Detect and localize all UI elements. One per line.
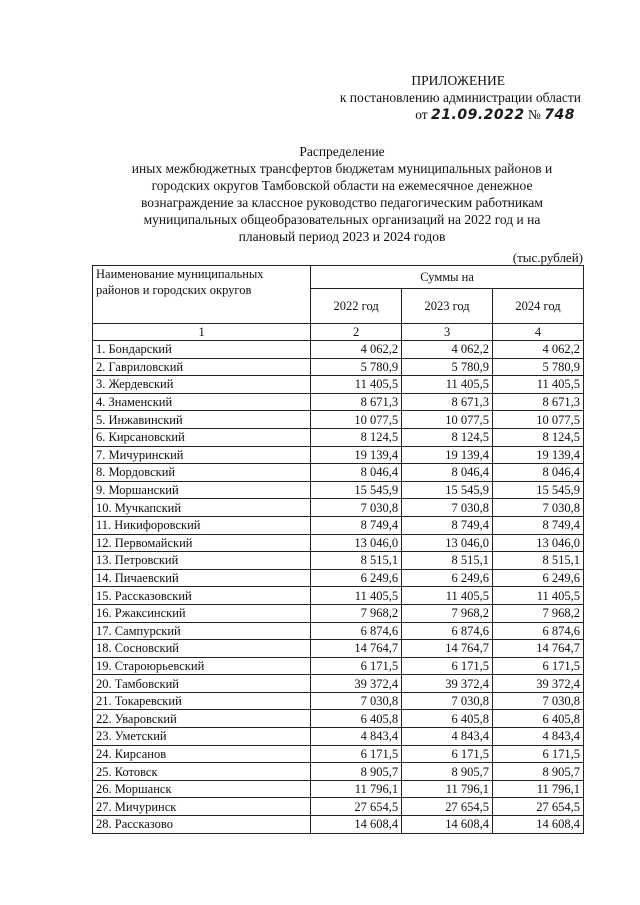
value-2024: 6 874,6 [493, 622, 584, 640]
value-2022: 8 905,7 [311, 763, 402, 781]
value-2023: 11 405,5 [402, 376, 493, 394]
value-2024: 8 905,7 [493, 763, 584, 781]
value-2023: 7 968,2 [402, 604, 493, 622]
table-row [93, 516, 584, 534]
value-2023: 5 780,9 [402, 358, 493, 376]
table-row [93, 798, 584, 816]
value-2022: 8 749,4 [311, 516, 402, 534]
value-2023: 6 171,5 [402, 657, 493, 675]
value-2022: 7 030,8 [311, 499, 402, 517]
column-header-sums: Суммы на [311, 266, 584, 289]
table-row [93, 604, 584, 622]
value-2024: 8 515,1 [493, 552, 584, 570]
table-row [93, 376, 584, 394]
municipality-name: 6. Кирсановский [93, 428, 311, 446]
value-2022: 13 046,0 [311, 534, 402, 552]
value-2022: 8 671,3 [311, 393, 402, 411]
municipality-name: 1. Бондарский [93, 341, 311, 359]
value-2022: 11 796,1 [311, 780, 402, 798]
value-2022: 6 249,6 [311, 569, 402, 587]
table-row [93, 499, 584, 517]
value-2024: 14 764,7 [493, 640, 584, 658]
table-header [93, 266, 584, 341]
value-2023: 8 749,4 [402, 516, 493, 534]
value-2024: 8 671,3 [493, 393, 584, 411]
value-2024: 4 062,2 [493, 341, 584, 359]
value-2022: 39 372,4 [311, 675, 402, 693]
municipality-name: 14. Пичаевский [93, 569, 311, 587]
value-2024: 7 030,8 [493, 499, 584, 517]
column-number: 3 [402, 324, 493, 341]
value-2024: 11 405,5 [493, 376, 584, 394]
table-row [93, 464, 584, 482]
value-2023: 8 515,1 [402, 552, 493, 570]
table-row [93, 728, 584, 746]
value-2022: 6 171,5 [311, 745, 402, 763]
appendix-date-line [300, 106, 585, 124]
table-row [93, 552, 584, 570]
value-2022: 8 515,1 [311, 552, 402, 570]
value-2023: 6 249,6 [402, 569, 493, 587]
value-2023: 4 062,2 [402, 341, 493, 359]
municipality-name: 19. Староюрьевский [93, 657, 311, 675]
date-prefix: от [415, 107, 428, 122]
handwritten-date: 21.09.2022 [431, 107, 525, 123]
column-header-year: 2024 год [493, 289, 584, 324]
value-2024: 4 843,4 [493, 728, 584, 746]
municipality-name: 3. Жердевский [93, 376, 311, 394]
table-row [93, 622, 584, 640]
municipality-name: 25. Котовск [93, 763, 311, 781]
value-2023: 4 843,4 [402, 728, 493, 746]
value-2023: 11 796,1 [402, 780, 493, 798]
column-number: 4 [493, 324, 584, 341]
municipality-name: 16. Ржаксинский [93, 604, 311, 622]
value-2024: 7 968,2 [493, 604, 584, 622]
handwritten-number: 748 [544, 107, 575, 123]
municipality-name: 13. Петровский [93, 552, 311, 570]
value-2022: 6 171,5 [311, 657, 402, 675]
column-header-year: 2022 год [311, 289, 402, 324]
municipality-name: 4. Знаменский [93, 393, 311, 411]
column-header-name: Наименование муниципальных районов и городских округов [93, 266, 311, 324]
municipality-name: 28. Рассказово [93, 816, 311, 834]
value-2023: 7 030,8 [402, 499, 493, 517]
value-2024: 14 608,4 [493, 816, 584, 834]
municipality-name: 24. Кирсанов [93, 745, 311, 763]
table-row [93, 587, 584, 605]
table-row [93, 692, 584, 710]
municipality-name: 26. Моршанск [93, 780, 311, 798]
value-2024: 19 139,4 [493, 446, 584, 464]
value-2023: 6 405,8 [402, 710, 493, 728]
table-row [93, 428, 584, 446]
appendix-block [300, 72, 585, 124]
value-2023: 8 124,5 [402, 428, 493, 446]
municipality-name: 10. Мучкапский [93, 499, 311, 517]
value-2022: 15 545,9 [311, 481, 402, 499]
number-sign: № [528, 107, 541, 122]
value-2023: 11 405,5 [402, 587, 493, 605]
table-row [93, 657, 584, 675]
municipality-name: 18. Сосновский [93, 640, 311, 658]
municipality-name: 7. Мичуринский [93, 446, 311, 464]
table-row [93, 640, 584, 658]
document-heading [92, 143, 592, 245]
heading-line: Распределение [299, 144, 385, 159]
column-number: 2 [311, 324, 402, 341]
header-row [93, 266, 584, 289]
value-2024: 13 046,0 [493, 534, 584, 552]
table-row [93, 780, 584, 798]
table-row [93, 534, 584, 552]
distribution-table [92, 265, 584, 834]
table-row [93, 816, 584, 834]
column-header-year: 2023 год [402, 289, 493, 324]
heading-line: плановый период 2023 и 2024 годов [238, 229, 446, 244]
value-2022: 11 405,5 [311, 587, 402, 605]
value-2024: 7 030,8 [493, 692, 584, 710]
value-2024: 6 171,5 [493, 657, 584, 675]
value-2024: 6 405,8 [493, 710, 584, 728]
units-label: (тыс.рублей) [512, 250, 583, 265]
municipality-name: 2. Гавриловский [93, 358, 311, 376]
table-row [93, 675, 584, 693]
municipality-name: 20. Тамбовский [93, 675, 311, 693]
value-2022: 19 139,4 [311, 446, 402, 464]
municipality-name: 22. Уваровский [93, 710, 311, 728]
table-row [93, 481, 584, 499]
value-2022: 6 874,6 [311, 622, 402, 640]
appendix-subtitle: к постановлению администрации области [339, 90, 581, 105]
value-2023: 8 671,3 [402, 393, 493, 411]
municipality-name: 9. Моршанский [93, 481, 311, 499]
table-row [93, 745, 584, 763]
value-2022: 14 764,7 [311, 640, 402, 658]
value-2023: 8 046,4 [402, 464, 493, 482]
table-row [93, 710, 584, 728]
value-2024: 11 405,5 [493, 587, 584, 605]
value-2022: 6 405,8 [311, 710, 402, 728]
value-2024: 8 124,5 [493, 428, 584, 446]
appendix-title: ПРИЛОЖЕНИЕ [411, 73, 505, 88]
value-2022: 4 843,4 [311, 728, 402, 746]
value-2024: 39 372,4 [493, 675, 584, 693]
table-body [93, 341, 584, 834]
value-2024: 10 077,5 [493, 411, 584, 429]
value-2022: 8 124,5 [311, 428, 402, 446]
value-2023: 27 654,5 [402, 798, 493, 816]
municipality-name: 12. Первомайский [93, 534, 311, 552]
municipality-name: 27. Мичуринск [93, 798, 311, 816]
heading-line: вознаграждение за классное руководство педагогическим работникам [141, 195, 543, 210]
value-2022: 10 077,5 [311, 411, 402, 429]
table-row [93, 341, 584, 359]
value-2024: 6 249,6 [493, 569, 584, 587]
table-row [93, 569, 584, 587]
value-2023: 6 874,6 [402, 622, 493, 640]
municipality-name: 8. Мордовский [93, 464, 311, 482]
value-2023: 14 764,7 [402, 640, 493, 658]
value-2024: 6 171,5 [493, 745, 584, 763]
heading-line: муниципальных общеобразовательных организаций на 2022 год и на [143, 212, 541, 227]
table-row [93, 358, 584, 376]
column-number-row [93, 324, 584, 341]
value-2023: 13 046,0 [402, 534, 493, 552]
value-2023: 7 030,8 [402, 692, 493, 710]
municipality-name: 15. Рассказовский [93, 587, 311, 605]
table-row [93, 763, 584, 781]
value-2022: 27 654,5 [311, 798, 402, 816]
value-2023: 8 905,7 [402, 763, 493, 781]
value-2023: 6 171,5 [402, 745, 493, 763]
value-2022: 7 030,8 [311, 692, 402, 710]
value-2022: 8 046,4 [311, 464, 402, 482]
value-2022: 4 062,2 [311, 341, 402, 359]
value-2024: 15 545,9 [493, 481, 584, 499]
table-row [93, 411, 584, 429]
municipality-name: 21. Токаревский [93, 692, 311, 710]
value-2023: 14 608,4 [402, 816, 493, 834]
value-2023: 15 545,9 [402, 481, 493, 499]
value-2022: 11 405,5 [311, 376, 402, 394]
heading-line: городских округов Тамбовской области на ежемесячное денежное [151, 178, 533, 193]
value-2024: 8 749,4 [493, 516, 584, 534]
municipality-name: 5. Инжавинский [93, 411, 311, 429]
value-2022: 5 780,9 [311, 358, 402, 376]
value-2022: 14 608,4 [311, 816, 402, 834]
heading-line: иных межбюджетных трансфертов бюджетам муниципальных районов и [131, 161, 553, 176]
municipality-name: 17. Сампурский [93, 622, 311, 640]
municipality-name: 11. Никифоровский [93, 516, 311, 534]
value-2023: 39 372,4 [402, 675, 493, 693]
value-2023: 10 077,5 [402, 411, 493, 429]
value-2024: 11 796,1 [493, 780, 584, 798]
table-row [93, 393, 584, 411]
value-2024: 27 654,5 [493, 798, 584, 816]
value-2022: 7 968,2 [311, 604, 402, 622]
table-row [93, 446, 584, 464]
value-2023: 19 139,4 [402, 446, 493, 464]
value-2024: 8 046,4 [493, 464, 584, 482]
value-2024: 5 780,9 [493, 358, 584, 376]
column-number: 1 [93, 324, 311, 341]
municipality-name: 23. Уметский [93, 728, 311, 746]
